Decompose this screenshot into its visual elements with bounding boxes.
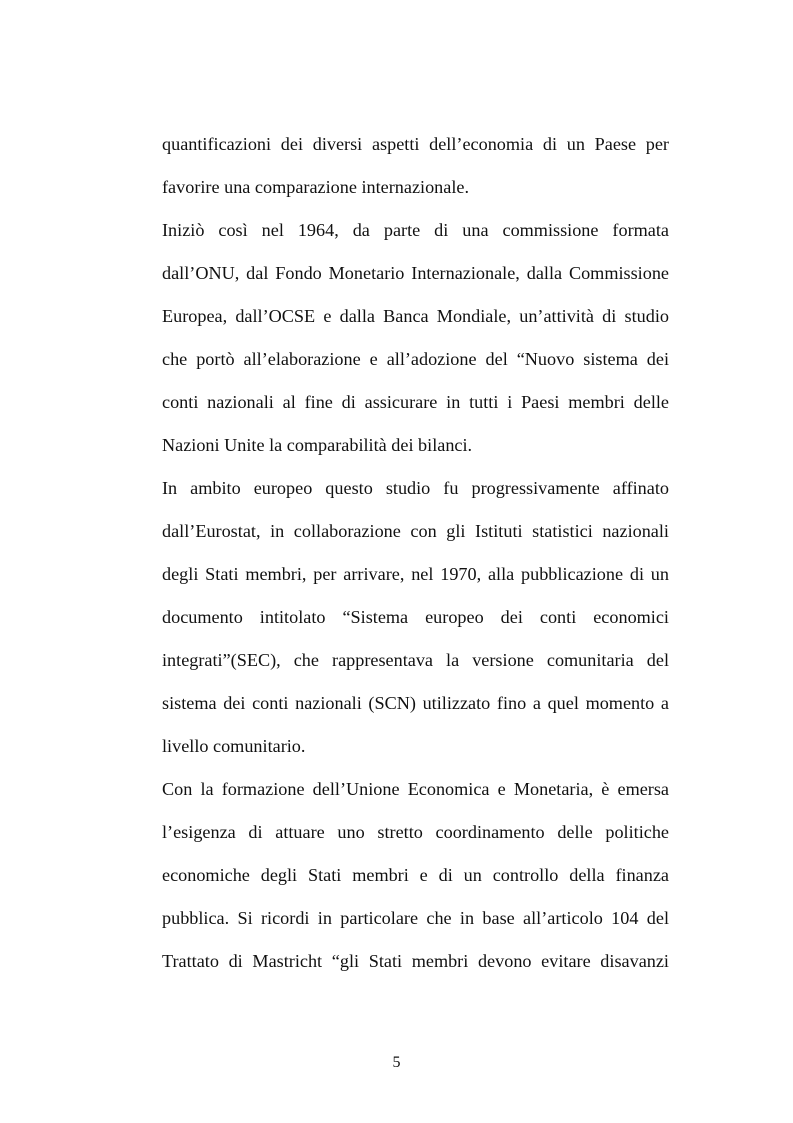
text-line: livello comunitario. bbox=[162, 736, 306, 756]
page-number: 5 bbox=[392, 1054, 401, 1071]
text-line: dall’ONU, dal Fondo Monetario Internazionale, dalla Commissione bbox=[162, 263, 669, 283]
text-line: Iniziò così nel 1964, da parte di una commissione formata bbox=[162, 220, 669, 240]
text-line: documento intitolato “Sistema europeo dei conti economici bbox=[162, 607, 669, 627]
text-line: integrati”(SEC), che rappresentava la versione comunitaria del bbox=[162, 650, 669, 670]
text-line: favorire una comparazione internazionale. bbox=[162, 177, 470, 197]
text-line: Europea, dall’OCSE e dalla Banca Mondiale, un’attività di studio bbox=[162, 306, 669, 326]
text-line: Trattato di Mastricht “gli Stati membri devono evitare disavanzi bbox=[162, 951, 669, 971]
text-line: l’esigenza di attuare uno stretto coordinamento delle politiche bbox=[162, 822, 669, 842]
text-line: dall’Eurostat, in collaborazione con gli Istituti statistici nazionali bbox=[162, 521, 669, 541]
text-line: conti nazionali al fine di assicurare in tutti i Paesi membri delle bbox=[162, 392, 669, 412]
text-line: pubblica. Si ricordi in particolare che in base all’articolo 104 del bbox=[162, 908, 669, 928]
text-line: Nazioni Unite la comparabilità dei bilanci. bbox=[162, 435, 473, 455]
text-line: sistema dei conti nazionali (SCN) utilizzato fino a quel momento a bbox=[162, 693, 669, 713]
text-line: degli Stati membri, per arrivare, nel 1970, alla pubblicazione di un bbox=[162, 564, 669, 584]
document-body bbox=[162, 126, 669, 986]
text-line: quantificazioni dei diversi aspetti dell’economia di un Paese per bbox=[162, 134, 669, 154]
text-line: Con la formazione dell’Unione Economica e Monetaria, è emersa bbox=[162, 779, 669, 799]
text-line: In ambito europeo questo studio fu progressivamente affinato bbox=[162, 478, 669, 498]
text-line: economiche degli Stati membri e di un controllo della finanza bbox=[162, 865, 669, 885]
text-line: che portò all’elaborazione e all’adozione del “Nuovo sistema dei bbox=[162, 349, 669, 369]
